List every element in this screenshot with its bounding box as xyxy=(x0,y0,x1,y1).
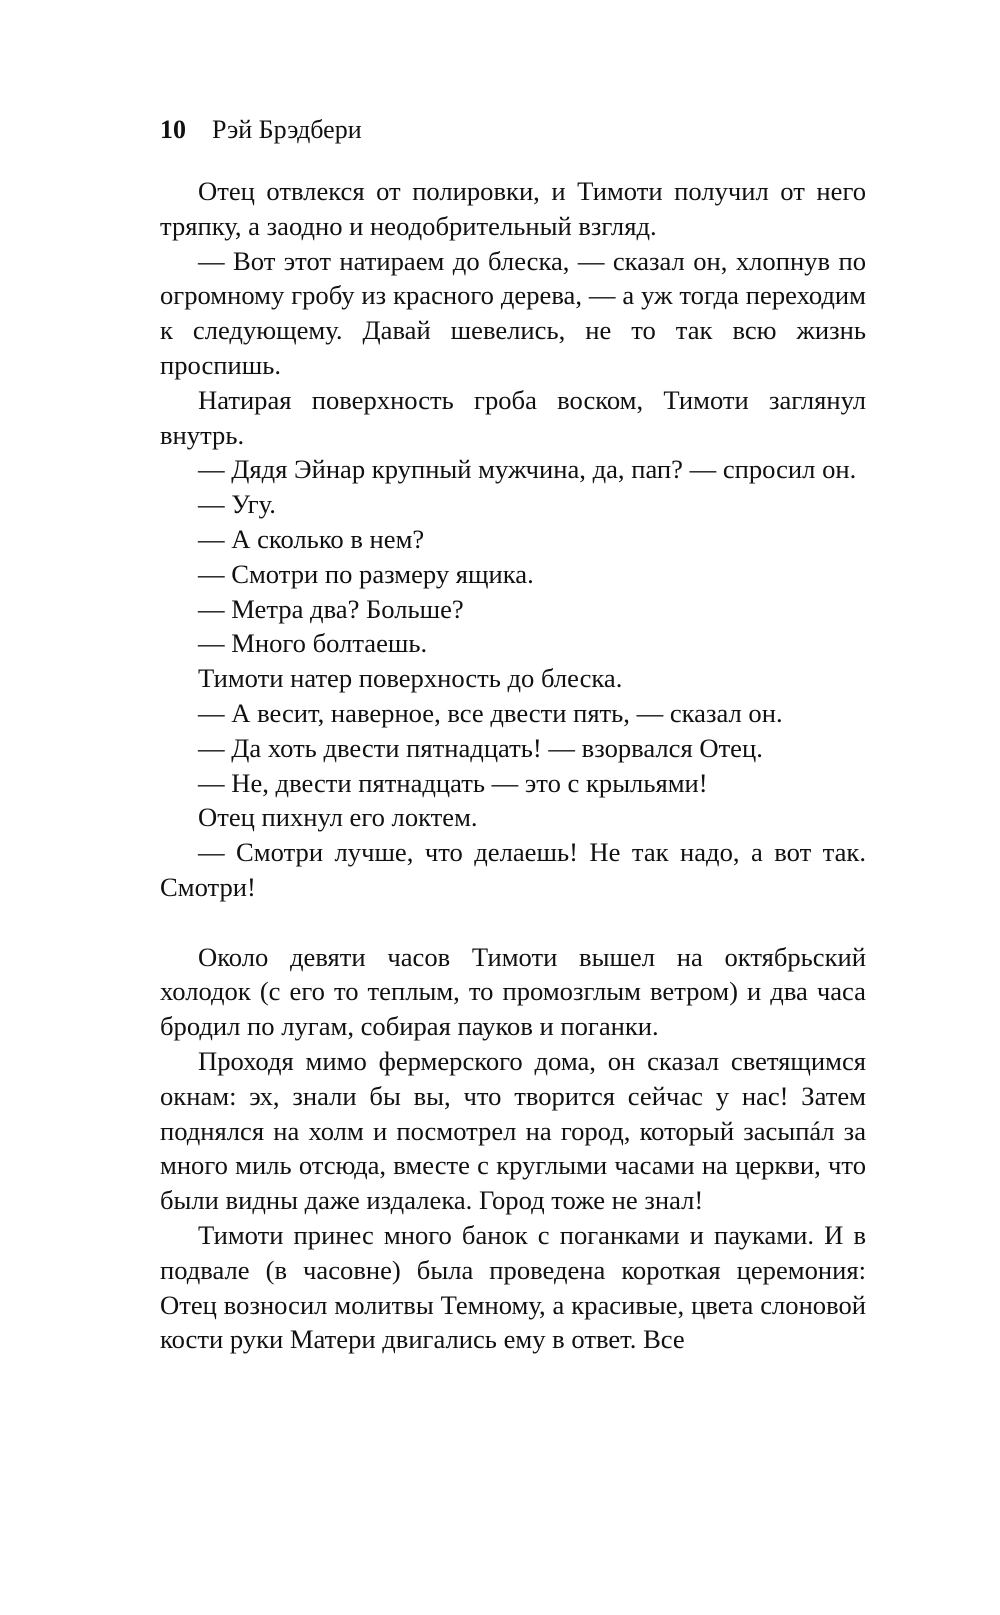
paragraph: Отец пихнул его локтем. xyxy=(198,802,478,833)
paragraph: — Много болтаешь. xyxy=(198,628,428,659)
paragraph: Около девяти часов Тимоти вышел на октябрьский холодок (с его то теплым, то промозглым ветром) и два часа бродил по лугам, собирая пауков и поганки. xyxy=(160,941,866,1042)
paragraph: Тимоти натер поверхность до блеска. xyxy=(198,663,623,694)
running-head xyxy=(160,112,866,148)
section-break xyxy=(160,905,866,940)
paragraph: — Угу. xyxy=(198,489,276,520)
paragraph: — А сколько в нем? xyxy=(198,523,425,554)
paragraph: — Смотри лучше, что делаешь! Не так надо, а вот так. Смотри! xyxy=(160,837,866,902)
paragraph: — Не, двести пятнадцать — это с крыльями! xyxy=(198,767,708,798)
paragraph: Отец отвлекся от полировки, и Тимоти получил от него тряпку, а заодно и неодобрительный взгляд. xyxy=(160,176,866,241)
author-name: Рэй Брэдбери xyxy=(212,115,362,144)
paragraph: Тимоти принес много банок с поганками и пауками. И в подвале (в часовне) была проведена короткая церемония: Отец возносил молитвы Темному, а красивые, цвета слоновой кости руки Матери двигались ему в ответ. Все xyxy=(160,1219,866,1355)
paragraph: — Метра два? Больше? xyxy=(198,593,464,624)
book-page xyxy=(160,112,866,1357)
paragraph: Натирая поверхность гроба воском, Тимоти заглянул внутрь. xyxy=(160,384,866,450)
paragraph: Проходя мимо фермерского дома, он сказал светящимся окнам: эх, знали бы вы, что творится сейчас у нас! Затем поднялся на холм и посмотрел на город, который засыпáл за много миль отсюда, вместе с круглыми часами на церкви, что были видны даже издалека. Город тоже не знал! xyxy=(160,1045,866,1216)
paragraph: — Смотри по размеру ящика. xyxy=(198,558,534,589)
paragraph: — Да хоть двести пятнадцать! — взорвался Отец. xyxy=(198,732,763,763)
body-text xyxy=(160,174,866,1357)
paragraph: — Дядя Эйнар крупный мужчина, да, пап? — спросил он. xyxy=(198,454,857,485)
paragraph: — А весит, наверное, все двести пять, — сказал он. xyxy=(198,697,783,728)
page-number: 10 xyxy=(160,115,186,144)
paragraph: — Вот этот натираем до блеска, — сказал он, хлопнув по огромному гробу из красного дерева, — а уж тогда переходим к следующему. Давай шевелись, не то так всю жизнь проспишь. xyxy=(160,245,866,380)
